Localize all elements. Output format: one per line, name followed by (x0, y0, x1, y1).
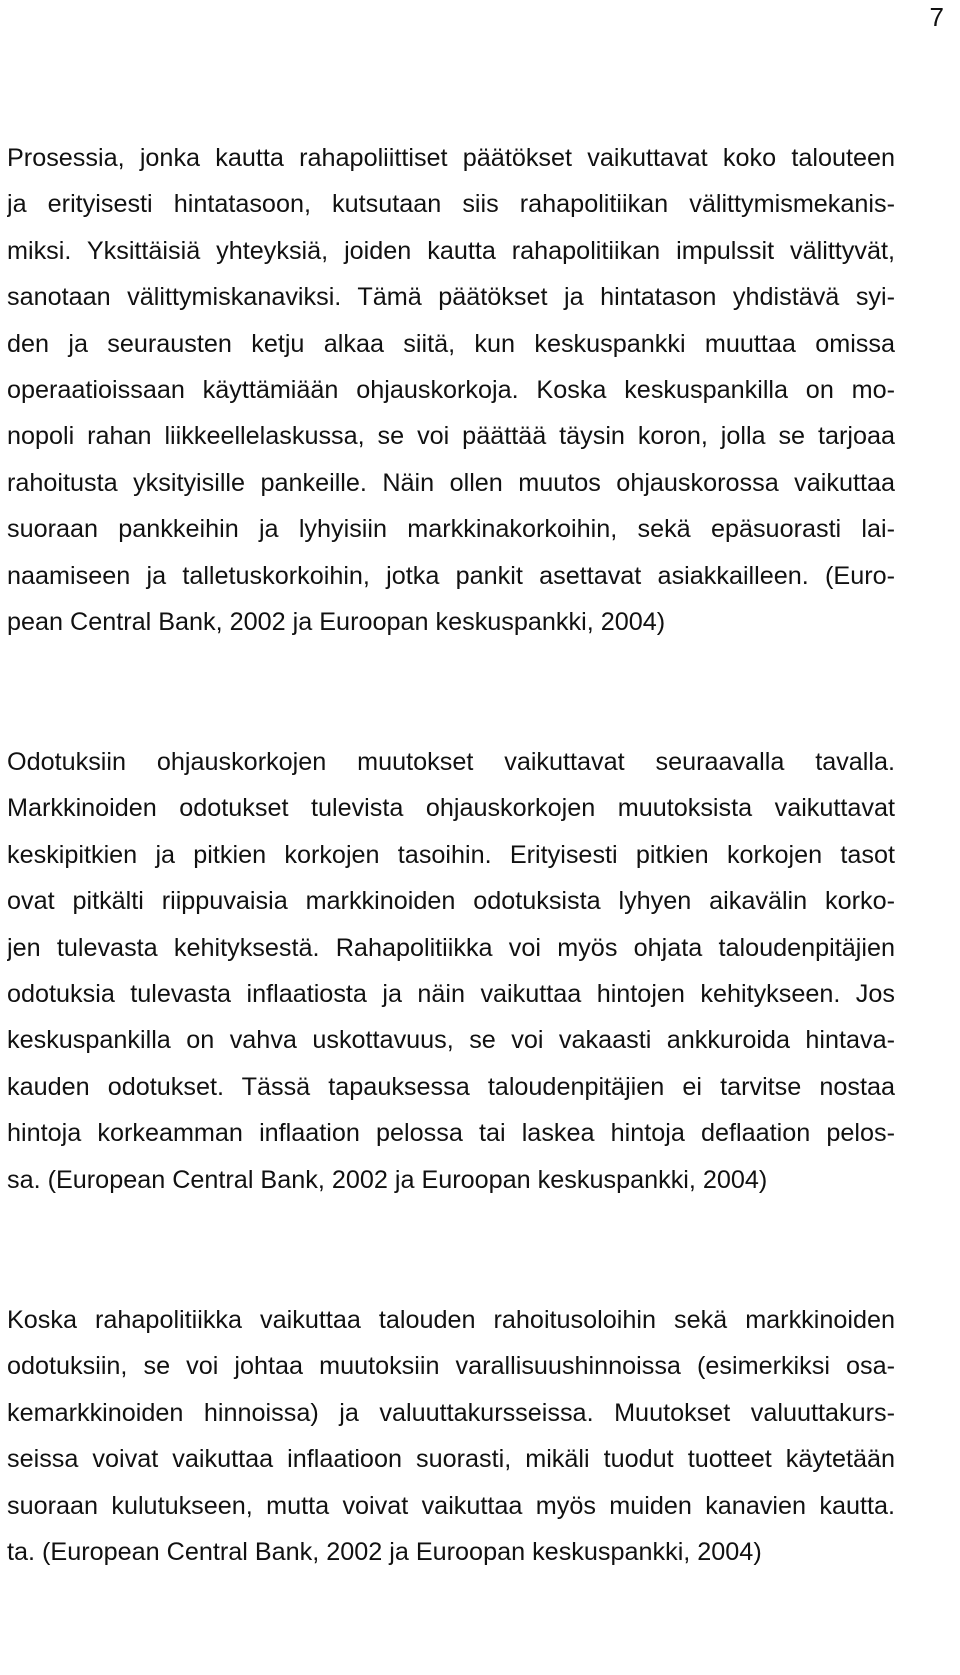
text-line: Markkinoiden odotukset tulevista ohjauskorkojen muutoksista vaikuttavat (7, 794, 895, 823)
paragraph-transmission-mechanism (7, 135, 895, 645)
text-line: Prosessia, jonka kautta rahapoliittiset päätökset vaikuttavat koko talouteen (7, 144, 895, 172)
text-line: kemarkkinoiden hinnoissa) ja valuuttakursseissa. Muutokset valuuttakurs- (7, 1398, 895, 1427)
text-line: keskipitkien ja pitkien korkojen tasoihin. Erityisesti pitkien korkojen tasot (7, 840, 895, 869)
text-line: naamiseen ja talletuskorkoihin, jotka pankit asettavat asiakkailleen. (Euro- (7, 561, 895, 590)
text-line: rahoitusta yksityisille pankeille. Näin ollen muutos ohjauskorossa vaikuttaa (7, 468, 895, 497)
text-line: kauden odotukset. Tässä tapauksessa taloudenpitäjien ei tarvitse nostaa (7, 1072, 895, 1101)
text-line: odotuksiin, se voi johtaa muutoksiin varallisuushinnoissa (esimerkiksi osa- (7, 1352, 895, 1381)
text-line: odotuksia tulevasta inflaatiosta ja näin vaikuttaa hintojen kehitykseen. Jos (7, 979, 895, 1008)
text-line: nopoli rahan liikkeellelaskussa, se voi päättää täysin koron, jolla se tarjoaa (7, 422, 895, 451)
text-line: Odotuksiin ohjauskorkojen muutokset vaikuttavat seuraavalla tavalla. (7, 748, 895, 776)
text-line: seissa voivat vaikuttaa inflaatioon suorasti, mikäli tuodut tuotteet käytetään (7, 1445, 895, 1474)
text-line: miksi. Yksittäisiä yhteyksiä, joiden kautta rahapolitiikan impulssit välittyvät, (7, 236, 895, 265)
paragraph-expectations (7, 739, 895, 1203)
text-line: sa. (European Central Bank, 2002 ja Euroopan keskuspankki, 2004) (7, 1165, 768, 1194)
text-line: operaatioissaan käyttämiään ohjauskorkoja. Koska keskuspankilla on mo- (7, 375, 895, 404)
text-line: ovat pitkälti riippuvaisia markkinoiden odotuksista lyhyen aikavälin korko- (7, 887, 895, 916)
text-line: ta. (European Central Bank, 2002 ja Euroopan keskuspankki, 2004) (7, 1537, 762, 1566)
text-line: suoraan kulutukseen, mutta voivat vaikuttaa myös muiden kanavien kautta. (7, 1491, 895, 1520)
text-line: pean Central Bank, 2002 ja Euroopan keskuspankki, 2004) (7, 607, 666, 636)
text-line: sanotaan välittymiskanaviksi. Tämä päätökset ja hintatason yhdistävä syi- (7, 283, 895, 312)
text-line: suoraan pankkeihin ja lyhyisiin markkinakorkoihin, sekä epäsuorasti lai- (7, 515, 895, 544)
text-line: keskuspankilla on vahva uskottavuus, se voi vakaasti ankkuroida hintava- (7, 1026, 895, 1055)
page-number: 7 (929, 2, 944, 32)
text-line: den ja seurausten ketju alkaa siitä, kun keskuspankki muuttaa omissa (7, 329, 895, 358)
text-line: Koska rahapolitiikka vaikuttaa talouden rahoitusoloihin sekä markkinoiden (7, 1306, 895, 1334)
text-line: ja erityisesti hintatasoon, kutsutaan siis rahapolitiikan välittymismekanis- (7, 190, 895, 219)
paragraph-asset-prices (7, 1297, 895, 1575)
text-line: hintoja korkeamman inflaation pelossa tai laskea hintoja deflaation pelos- (7, 1119, 895, 1148)
text-line: jen tulevasta kehityksestä. Rahapolitiikka voi myös ohjata taloudenpitäjien (7, 933, 895, 962)
